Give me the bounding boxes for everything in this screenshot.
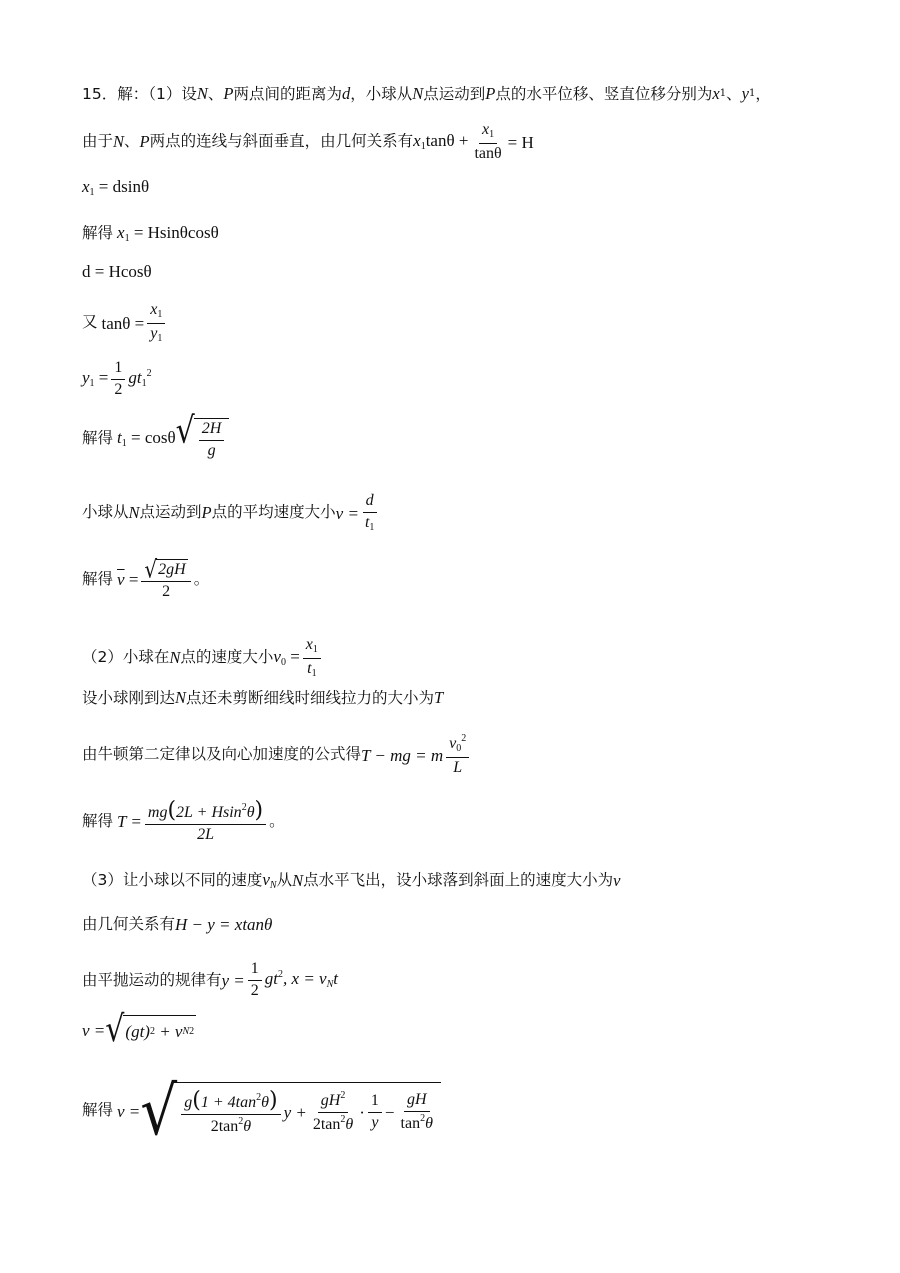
subscript: 0 — [456, 743, 462, 754]
math: + v — [159, 1022, 183, 1041]
var-v: v — [262, 870, 270, 889]
var-P: P — [139, 131, 150, 151]
numerator: d — [365, 492, 374, 509]
part3-line3 — [82, 961, 338, 1000]
subscript: 1 — [121, 437, 127, 449]
text: ， — [755, 84, 771, 103]
fraction-x1-over-t1: $\frac{x_1}{t_1}$ — [303, 637, 321, 679]
sqrt-final-result: √ $\frac{g(1 + 4\tan^2\theta)}{2\tan^2\theta}$ y + $\frac{gH^2}{2\tan^2\theta}$ · $\frac{1}{y}$ − $\frac{gH}{\tan^2\theta}$ — [140, 1082, 441, 1140]
part1-line6 — [82, 302, 168, 344]
math: θ — [425, 1115, 433, 1132]
var-N: N — [196, 84, 208, 103]
subscript: 1 — [719, 88, 727, 100]
fraction-T-result: $\frac{mg(2L + Hsin^2\theta)}{2L}$ — [145, 799, 266, 844]
text: 由几何关系有 — [82, 914, 176, 933]
text: ，小球从 — [350, 84, 413, 103]
math: T − mg = m — [361, 745, 444, 765]
math: = — [98, 368, 109, 388]
subscript: 1 — [312, 644, 318, 655]
numerator: gH — [406, 1091, 427, 1109]
text: 解得 — [82, 224, 114, 243]
math: = Hsinθcosθ — [133, 223, 219, 242]
fraction-sqrt2gH-over-2: √ 2gH 2 — [141, 559, 190, 601]
math: = H — [507, 132, 534, 152]
var-x1: x — [82, 177, 90, 196]
text: 点还未剪断细线时细线拉力的大小为 — [186, 688, 435, 707]
math: gt — [128, 368, 142, 388]
subscript: 1 — [489, 129, 495, 140]
text: （3）让小球以不同的速度 — [82, 871, 263, 890]
math: − — [384, 1103, 395, 1122]
subscript: 1 — [157, 309, 163, 320]
math: gt — [264, 969, 279, 989]
part1-line3 — [82, 178, 149, 198]
text: 、 — [207, 84, 224, 103]
var-x1: x — [413, 131, 421, 151]
part1-line1 — [82, 86, 771, 103]
part3-line5 — [82, 1071, 441, 1151]
fraction-half — [111, 360, 125, 399]
fraction-term3 — [368, 1093, 382, 1132]
math: 2tan — [210, 1118, 239, 1136]
superscript: 2 — [241, 802, 247, 813]
text: 解得 — [82, 429, 114, 448]
math: tan — [400, 1115, 421, 1132]
text: 两点间的距离为 — [233, 84, 342, 103]
part1-line10 — [82, 554, 210, 601]
numerator: 1 — [111, 360, 125, 380]
fraction-x1-over-tan — [471, 122, 504, 162]
numerator: 2H — [201, 420, 222, 437]
var-x1: x — [712, 84, 720, 103]
superscript: 2 — [256, 1092, 262, 1104]
fraction-x1-over-y1 — [147, 302, 165, 344]
superscript: 2 — [146, 368, 152, 380]
math: t — [333, 969, 338, 989]
math: · — [359, 1103, 365, 1122]
var-N: N — [175, 688, 187, 707]
math: tanθ + — [425, 131, 469, 151]
math: , x = v — [283, 969, 327, 989]
text: 解得 — [82, 811, 114, 830]
fraction-term1: $\frac{g(1 + 4\tan^2\theta)}{2\tan^2\theta}$ — [181, 1089, 280, 1136]
var-N: N — [128, 502, 140, 522]
superscript: 2 — [420, 1113, 426, 1124]
math: y + — [283, 1103, 307, 1122]
fraction-2H-over-g — [199, 421, 225, 460]
text: 又 — [82, 313, 98, 332]
var-v: v — [273, 647, 281, 666]
text: 从 — [276, 871, 293, 890]
math: = cosθ — [131, 427, 176, 447]
var-v: v — [613, 870, 621, 890]
fraction-term4 — [398, 1092, 436, 1133]
var-N: N — [292, 870, 304, 890]
text: 。 — [193, 570, 210, 589]
var-x1: x — [117, 223, 125, 242]
var-T: T — [434, 688, 444, 707]
intro-text: 15．解：（1）设 — [82, 84, 197, 103]
superscript: 2 — [149, 1025, 155, 1037]
var-P: P — [201, 502, 212, 522]
text: 由平抛运动的规律有 — [82, 970, 222, 989]
text: 由牛顿第二定律以及向心加速度的公式得 — [82, 745, 362, 764]
var-y1: y — [82, 368, 90, 388]
text: 点的水平位移、竖直位移分别为 — [495, 84, 713, 103]
var-v: v — [449, 735, 457, 752]
denominator: 2 — [114, 380, 123, 398]
var-x1: x — [482, 121, 490, 138]
var-N: N — [169, 647, 181, 667]
subscript: 0 — [280, 657, 286, 668]
text: 小球从 — [82, 503, 129, 522]
text: 、 — [726, 84, 742, 103]
part3-line2 — [82, 916, 272, 933]
math: g — [184, 1094, 193, 1112]
part1-line8: 解得 $t_1 = \cos\theta$ √ $\frac{2H}{g}$ — [82, 418, 229, 460]
math: 2tan — [312, 1116, 341, 1133]
var-N: N — [412, 84, 424, 103]
text: 解得 — [82, 1101, 114, 1120]
fraction-v0sq-over-L — [446, 734, 469, 776]
subscript: 1 — [748, 88, 756, 100]
var-N: N — [113, 131, 125, 151]
text: （2）小球在 — [82, 648, 170, 667]
numerator: 1 — [248, 961, 262, 981]
text: 设小球刚到达 — [82, 688, 176, 707]
var-x1: x — [150, 301, 158, 318]
fraction-half — [248, 961, 262, 1000]
math: = dsinθ — [98, 177, 150, 196]
math: y = — [221, 970, 245, 990]
superscript: 2 — [461, 733, 467, 744]
part1-line7 — [82, 360, 152, 399]
subscript: 1 — [89, 378, 95, 390]
part2-line2 — [82, 690, 443, 707]
subscript: N — [269, 880, 277, 891]
math: v = — [82, 1020, 106, 1040]
part1-line2 — [82, 122, 534, 162]
part1-line5 — [82, 263, 152, 280]
math: = — [290, 647, 300, 666]
text: 点运动到 — [139, 503, 202, 522]
superscript: 2 — [340, 1090, 346, 1102]
var-x1: x — [305, 636, 313, 653]
part2-line4 — [82, 799, 285, 844]
subscript: 1 — [420, 141, 426, 153]
text: 。 — [269, 811, 285, 830]
fraction-d-over-t1: $\frac{d}{t_1}$ — [362, 493, 377, 533]
math: θ — [345, 1116, 354, 1133]
subscript: 1 — [311, 667, 317, 679]
radicand: 2gH — [158, 561, 186, 579]
superscript: 2 — [189, 1025, 195, 1037]
math: 2L + Hsin — [176, 804, 242, 821]
text: 点运动到 — [423, 84, 486, 103]
text: 、 — [124, 132, 140, 151]
avg-velocity: $\overline{v}$ — [117, 570, 125, 590]
numerator: 1 — [368, 1093, 382, 1113]
subscript: N — [326, 979, 334, 991]
subscript: 1 — [369, 521, 375, 533]
math: H − y = xtanθ — [175, 915, 273, 934]
denominator: tanθ — [474, 144, 502, 162]
denominator: 2 — [250, 981, 259, 999]
subscript: 1 — [124, 233, 130, 244]
subscript: N — [182, 1025, 190, 1037]
sqrt-velocity: √ (gt) 2 + v N 2 — [105, 1008, 195, 1051]
superscript: 2 — [238, 1116, 244, 1128]
math: gH — [320, 1092, 341, 1110]
part2-line3 — [82, 734, 472, 776]
math: mg — [147, 804, 168, 821]
text: 两点的连线与斜面垂直，由几何关系有 — [149, 132, 414, 151]
var-y1: y — [741, 84, 749, 103]
sqrt-2H-over-g: √ $\frac{2H}{g}$ — [176, 418, 230, 460]
math: d = Hcosθ — [82, 262, 152, 281]
part1-line9 — [82, 493, 380, 533]
text: 由于 — [82, 132, 114, 151]
math: v = — [117, 1101, 141, 1121]
var-P: P — [223, 84, 234, 103]
part2-line1 — [82, 637, 324, 679]
superscript: 2 — [278, 969, 284, 981]
fraction-term2 — [310, 1091, 356, 1134]
math: T = — [117, 811, 142, 831]
subscript: 1 — [89, 187, 95, 198]
text: 点水平飞出，设小球落到斜面上的速度大小为 — [303, 871, 614, 890]
text: 点的平均速度大小 — [211, 503, 336, 522]
var-d: d — [341, 84, 351, 103]
subscript: 1 — [141, 378, 147, 390]
math: (gt) — [125, 1022, 150, 1041]
denominator: L — [453, 758, 463, 776]
text: 点的速度大小 — [180, 648, 274, 667]
math: θ — [246, 804, 255, 821]
subscript: 1 — [157, 332, 163, 344]
part3-line1 — [82, 871, 620, 891]
denominator: 2L — [197, 826, 214, 844]
text: 解得 — [82, 570, 114, 589]
denominator: 2 — [162, 583, 171, 600]
math: 1 + 4tan — [200, 1094, 257, 1112]
var-P: P — [485, 84, 496, 103]
math: θ — [243, 1118, 252, 1136]
denominator: g — [207, 441, 216, 459]
part1-line4 — [82, 224, 219, 244]
math: θ — [261, 1094, 269, 1112]
var-y1: y — [150, 324, 158, 342]
denominator: y — [371, 1114, 379, 1131]
math: tanθ = — [101, 313, 145, 333]
math: v = — [335, 503, 359, 523]
math: = — [128, 570, 139, 590]
part3-line4 — [82, 1008, 196, 1051]
superscript: 2 — [340, 1114, 346, 1125]
